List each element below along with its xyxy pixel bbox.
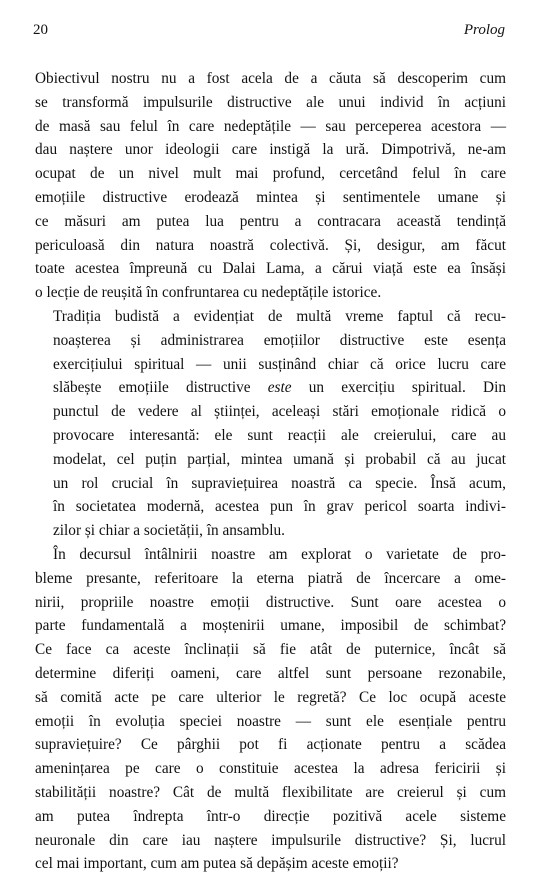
text-line: toate acestea împreună cu Dalai Lama, a cărui viață este ea însăși bbox=[35, 260, 506, 278]
text-line: determine diferiți oameni, care altfel sunt persoane rezonabile, bbox=[35, 664, 506, 682]
text-line: neuronale din care iau naștere impulsurile distructive? Și, lucrul bbox=[35, 831, 506, 849]
text-line: dau naștere unor ideologii care instigă la ură. Dimpotrivă, ne-am bbox=[35, 141, 506, 159]
text-line: am putea îndrepta într-o direcție pozitivă acele sisteme bbox=[35, 807, 506, 825]
text-line: Tradiția budistă a evidențiat de multă vreme faptul că recu- bbox=[53, 307, 506, 325]
text-line: cel mai important, cum am putea să depășim aceste emoții? bbox=[35, 855, 399, 873]
text-line: un rol crucial în supraviețuirea noastră ca specie. Însă acum, bbox=[53, 474, 506, 492]
text-line: modelat, cel puțin parțial, mintea umană și probabil că au jucat bbox=[53, 450, 506, 468]
text-line: în societatea modernă, acestea pun în grav pericol soarta indivi- bbox=[53, 498, 506, 516]
text-segment: slăbește emoțiile distructive bbox=[53, 379, 268, 397]
text-line: emoții în evoluția speciei noastre — sunt ele esențiale pentru bbox=[35, 712, 506, 730]
text-line: nirii, propriile noastre emoții distructive. Sunt oare acestea o bbox=[35, 593, 506, 611]
text-line: Ce face ca aceste înclinații să fie atât de puternice, încât să bbox=[35, 641, 506, 659]
text-line: punctul de vedere al științei, aceleași stări emoționale ridică o bbox=[53, 403, 506, 421]
text-line: de masă sau felul în care nedeptățile — sau perceperea acestora — bbox=[35, 117, 506, 135]
page-header bbox=[33, 20, 505, 42]
text-line: se transformă impulsurile distructive ale unui individ în acțiuni bbox=[35, 93, 506, 111]
text-line: parte fundamentală a moștenirii umane, imposibil de schimbat? bbox=[35, 617, 506, 635]
paragraph-3 bbox=[35, 543, 506, 876]
text-segment: un exercițiu spiritual. Din bbox=[291, 379, 507, 397]
text-line: noașterea și administrarea emoțiilor distructive este esența bbox=[53, 331, 506, 349]
body-text bbox=[35, 67, 506, 876]
text-line: ocupat de un nivel mult mai profund, cercetând felul în care bbox=[35, 165, 506, 183]
running-head: Prolog bbox=[463, 22, 505, 38]
text-line: ce măsuri am putea lua pentru a contracara această tendință bbox=[35, 212, 506, 230]
text-line: să comită acte pe care ulterior le regretă? Ce loc ocupă aceste bbox=[35, 688, 506, 706]
text-line: bleme presante, referitoare la eterna piatră de încercare a ome- bbox=[35, 569, 506, 587]
paragraph-1 bbox=[35, 67, 506, 305]
text-line: o lecție de reușită în confruntarea cu nedeptățile istorice. bbox=[35, 284, 382, 302]
text-line: În decursul întâlnirii noastre am explorat o varietate de pro- bbox=[53, 545, 506, 563]
text-line: zilor și chiar a societății, în ansamblu. bbox=[53, 522, 285, 540]
text-line: periculoasă din natura noastră colectivă. Și, desigur, am făcut bbox=[35, 236, 506, 254]
text-line: exercițiului spiritual — unii susținând chiar că orice lucru care bbox=[53, 355, 506, 373]
text-line: stabilității noastre? Cât de multă flexibilitate are creierul și cum bbox=[35, 783, 506, 801]
page-number: 20 bbox=[33, 22, 48, 38]
text-line: amenințarea pe care o constituie acestea la adresa fericirii și bbox=[35, 760, 506, 778]
text-line: provocare interesantă: ele sunt reacții ale creierului, care au bbox=[53, 426, 506, 444]
emphasis-word: este bbox=[267, 379, 292, 397]
text-line: Obiectivul nostru nu a fost acela de a căuta să descoperim cum bbox=[35, 70, 506, 87]
paragraph-2 bbox=[35, 305, 506, 543]
text-line-with-emphasis bbox=[35, 376, 506, 400]
text-line: supraviețuire? Ce pârghii pot fi acționate pentru a scădea bbox=[35, 736, 506, 754]
text-line: emoțiile distructive erodează mintea și sentimentele umane și bbox=[35, 188, 506, 206]
